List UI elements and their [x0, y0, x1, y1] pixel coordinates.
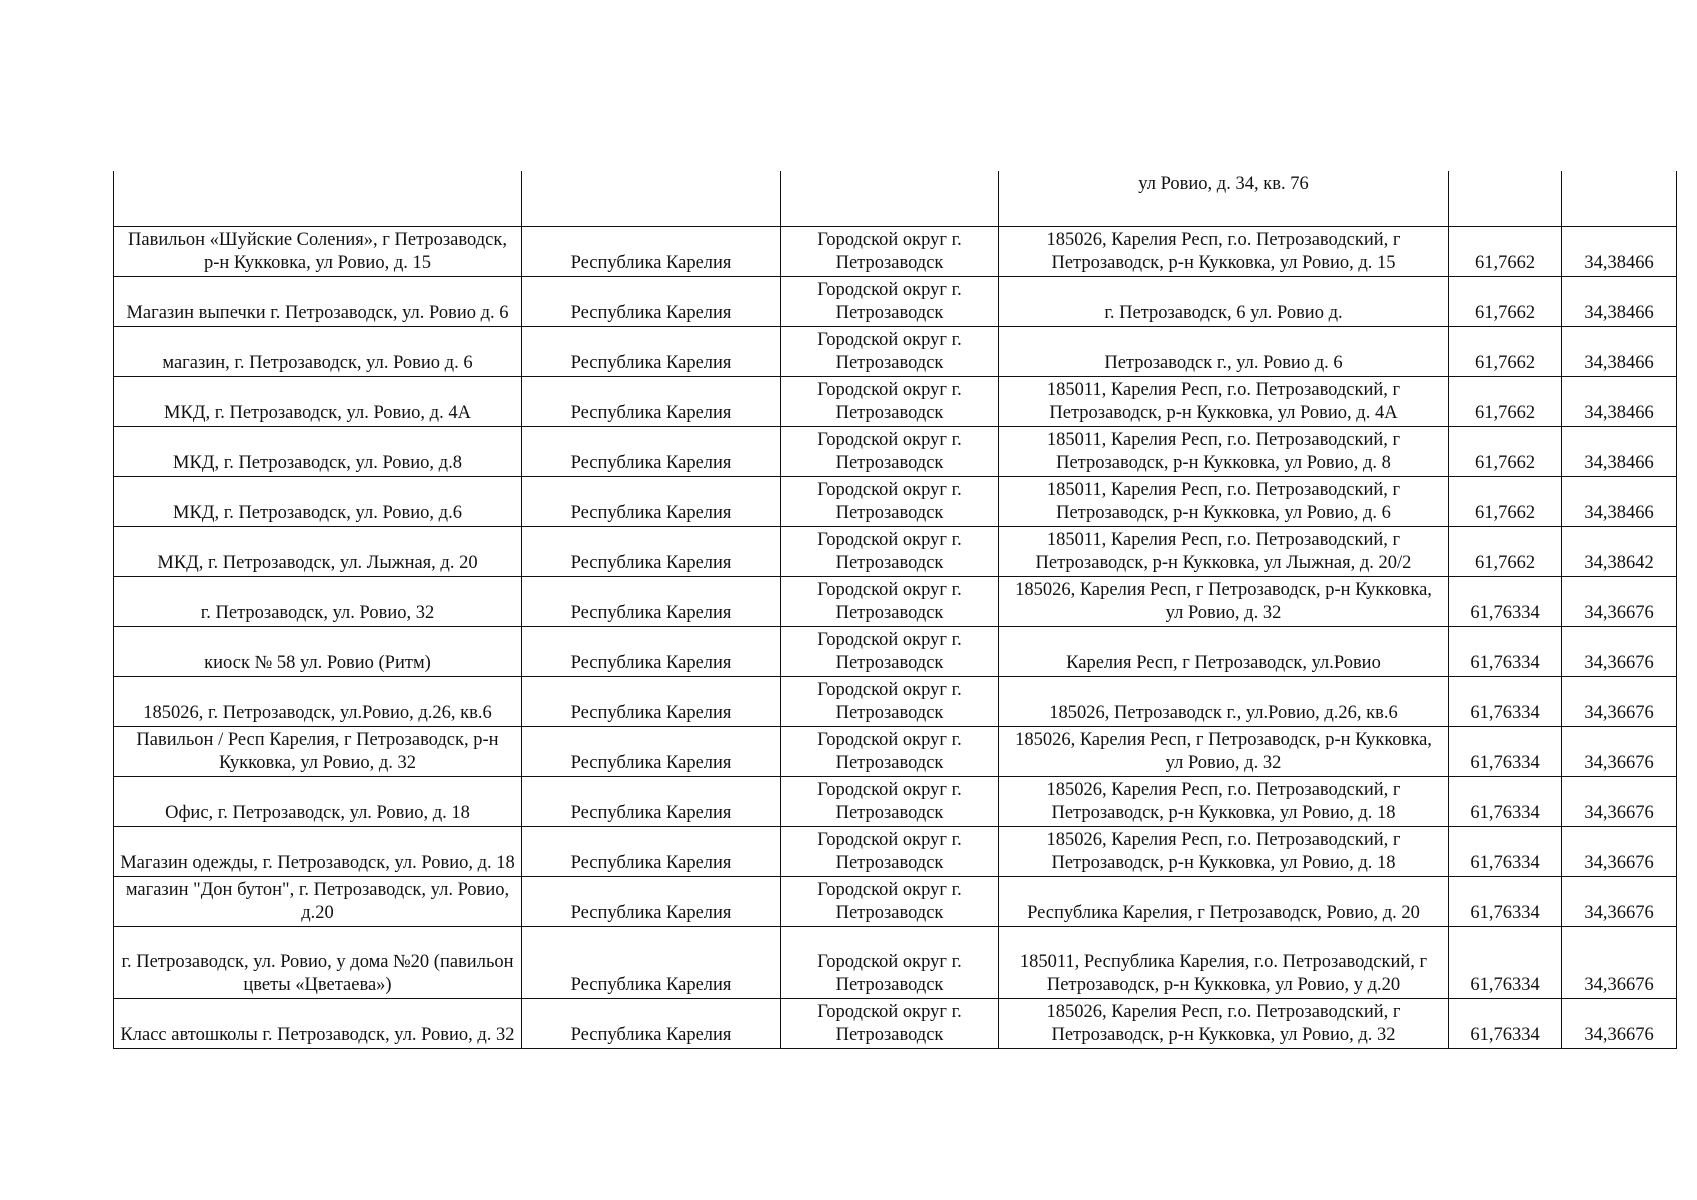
address-cell: 185026, Петрозаводск г., ул.Ровио, д.26, кв.6 — [999, 677, 1449, 727]
table-row — [114, 777, 1677, 827]
table-row — [114, 527, 1677, 577]
longitude-cell: 34,38466 — [1562, 427, 1677, 477]
municipality-cell: Городской округ г. Петрозаводск — [781, 927, 999, 999]
table-row — [114, 227, 1677, 277]
object-name-cell — [114, 171, 522, 227]
longitude-cell: 34,36676 — [1562, 827, 1677, 877]
region-cell: Республика Карелия — [522, 377, 781, 427]
latitude-cell: 61,76334 — [1449, 577, 1562, 627]
table-row — [114, 577, 1677, 627]
longitude-cell: 34,38466 — [1562, 277, 1677, 327]
latitude-cell: 61,7662 — [1449, 527, 1562, 577]
longitude-cell: 34,36676 — [1562, 727, 1677, 777]
region-cell: Республика Карелия — [522, 727, 781, 777]
table-row — [114, 827, 1677, 877]
region-cell: Республика Карелия — [522, 277, 781, 327]
municipality-cell: Городской округ г. Петрозаводск — [781, 677, 999, 727]
longitude-cell: 34,36676 — [1562, 577, 1677, 627]
longitude-cell: 34,38642 — [1562, 527, 1677, 577]
latitude-cell: 61,7662 — [1449, 327, 1562, 377]
object-name-cell: 185026, г. Петрозаводск, ул.Ровио, д.26, кв.6 — [114, 677, 522, 727]
object-name-cell: Магазин выпечки г. Петрозаводск, ул. Ровио д. 6 — [114, 277, 522, 327]
longitude-cell: 34,36676 — [1562, 777, 1677, 827]
object-name-cell: магазин, г. Петрозаводск, ул. Ровио д. 6 — [114, 327, 522, 377]
longitude-cell: 34,36676 — [1562, 999, 1677, 1049]
address-cell: Карелия Респ, г Петрозаводск, ул.Ровио — [999, 627, 1449, 677]
municipality-cell: Городской округ г. Петрозаводск — [781, 999, 999, 1049]
address-cell: ул Ровио, д. 34, кв. 76 — [999, 171, 1449, 227]
latitude-cell: 61,7662 — [1449, 377, 1562, 427]
longitude-cell: 34,36676 — [1562, 627, 1677, 677]
address-cell: 185026, Карелия Респ, г Петрозаводск, р-н Кукковка, ул Ровио, д. 32 — [999, 727, 1449, 777]
address-table — [113, 171, 1677, 1049]
municipality-cell: Городской округ г. Петрозаводск — [781, 627, 999, 677]
latitude-cell: 61,76334 — [1449, 677, 1562, 727]
region-cell: Республика Карелия — [522, 827, 781, 877]
object-name-cell: г. Петрозаводск, ул. Ровио, у дома №20 (павильон цветы «Цветаева») — [114, 927, 522, 999]
region-cell — [522, 171, 781, 227]
object-name-cell: Павильон / Респ Карелия, г Петрозаводск, р-н Кукковка, ул Ровио, д. 32 — [114, 727, 522, 777]
latitude-cell: 61,76334 — [1449, 627, 1562, 677]
table-row — [114, 677, 1677, 727]
address-cell: 185011, Карелия Респ, г.о. Петрозаводский, г Петрозаводск, р-н Кукковка, ул Ровио, д. 4А — [999, 377, 1449, 427]
object-name-cell: г. Петрозаводск, ул. Ровио, 32 — [114, 577, 522, 627]
address-cell: 185026, Карелия Респ, г Петрозаводск, р-н Кукковка, ул Ровио, д. 32 — [999, 577, 1449, 627]
table-row — [114, 877, 1677, 927]
table-row — [114, 999, 1677, 1049]
address-cell: Республика Карелия, г Петрозаводск, Ровио, д. 20 — [999, 877, 1449, 927]
object-name-cell: МКД, г. Петрозаводск, ул. Ровио, д.6 — [114, 477, 522, 527]
latitude-cell — [1449, 171, 1562, 227]
latitude-cell: 61,7662 — [1449, 427, 1562, 477]
region-cell: Республика Карелия — [522, 427, 781, 477]
object-name-cell: Павильон «Шуйские Соления», г Петрозаводск, р-н Кукковка, ул Ровио, д. 15 — [114, 227, 522, 277]
municipality-cell: Городской округ г. Петрозаводск — [781, 777, 999, 827]
region-cell: Республика Карелия — [522, 927, 781, 999]
latitude-cell: 61,7662 — [1449, 477, 1562, 527]
table-row — [114, 327, 1677, 377]
municipality-cell: Городской округ г. Петрозаводск — [781, 377, 999, 427]
municipality-cell: Городской округ г. Петрозаводск — [781, 277, 999, 327]
latitude-cell: 61,7662 — [1449, 227, 1562, 277]
address-cell: 185011, Карелия Респ, г.о. Петрозаводский, г Петрозаводск, р-н Кукковка, ул Лыжная, д. 20/2 — [999, 527, 1449, 577]
object-name-cell: МКД, г. Петрозаводск, ул. Ровио, д. 4А — [114, 377, 522, 427]
municipality-cell: Городской округ г. Петрозаводск — [781, 477, 999, 527]
address-cell: 185026, Карелия Респ, г.о. Петрозаводский, г Петрозаводск, р-н Кукковка, ул Ровио, д. 15 — [999, 227, 1449, 277]
object-name-cell: магазин "Дон бутон", г. Петрозаводск, ул. Ровио, д.20 — [114, 877, 522, 927]
address-cell: 185026, Карелия Респ, г.о. Петрозаводский, г Петрозаводск, р-н Кукковка, ул Ровио, д. 32 — [999, 999, 1449, 1049]
address-cell: 185026, Карелия Респ, г.о. Петрозаводский, г Петрозаводск, р-н Кукковка, ул Ровио, д. 18 — [999, 827, 1449, 877]
region-cell: Республика Карелия — [522, 677, 781, 727]
longitude-cell: 34,38466 — [1562, 327, 1677, 377]
table-body — [114, 171, 1677, 1049]
object-name-cell: Магазин одежды, г. Петрозаводск, ул. Ровио, д. 18 — [114, 827, 522, 877]
municipality-cell: Городской округ г. Петрозаводск — [781, 877, 999, 927]
longitude-cell: 34,36676 — [1562, 677, 1677, 727]
latitude-cell: 61,76334 — [1449, 777, 1562, 827]
latitude-cell: 61,76334 — [1449, 877, 1562, 927]
address-cell: г. Петрозаводск, 6 ул. Ровио д. — [999, 277, 1449, 327]
table-row — [114, 927, 1677, 999]
longitude-cell: 34,36676 — [1562, 927, 1677, 999]
object-name-cell: МКД, г. Петрозаводск, ул. Лыжная, д. 20 — [114, 527, 522, 577]
address-cell: 185026, Карелия Респ, г.о. Петрозаводский, г Петрозаводск, р-н Кукковка, ул Ровио, д. 18 — [999, 777, 1449, 827]
address-cell: 185011, Карелия Респ, г.о. Петрозаводский, г Петрозаводск, р-н Кукковка, ул Ровио, д. 8 — [999, 427, 1449, 477]
longitude-cell: 34,38466 — [1562, 477, 1677, 527]
municipality-cell: Городской округ г. Петрозаводск — [781, 427, 999, 477]
address-cell: Петрозаводск г., ул. Ровио д. 6 — [999, 327, 1449, 377]
region-cell: Республика Карелия — [522, 877, 781, 927]
table-row — [114, 377, 1677, 427]
table-row — [114, 277, 1677, 327]
region-cell: Республика Карелия — [522, 227, 781, 277]
latitude-cell: 61,7662 — [1449, 277, 1562, 327]
latitude-cell: 61,76334 — [1449, 727, 1562, 777]
region-cell: Республика Карелия — [522, 999, 781, 1049]
table-row — [114, 477, 1677, 527]
region-cell: Республика Карелия — [522, 627, 781, 677]
address-cell: 185011, Республика Карелия, г.о. Петрозаводский, г Петрозаводск, р-н Кукковка, ул Ровио, у д.20 — [999, 927, 1449, 999]
longitude-cell — [1562, 171, 1677, 227]
longitude-cell: 34,38466 — [1562, 377, 1677, 427]
region-cell: Республика Карелия — [522, 477, 781, 527]
region-cell: Республика Карелия — [522, 527, 781, 577]
longitude-cell: 34,38466 — [1562, 227, 1677, 277]
table-row — [114, 427, 1677, 477]
longitude-cell: 34,36676 — [1562, 877, 1677, 927]
municipality-cell: Городской округ г. Петрозаводск — [781, 527, 999, 577]
municipality-cell: Городской округ г. Петрозаводск — [781, 577, 999, 627]
object-name-cell: МКД, г. Петрозаводск, ул. Ровио, д.8 — [114, 427, 522, 477]
table-row — [114, 627, 1677, 677]
region-cell: Республика Карелия — [522, 577, 781, 627]
region-cell: Республика Карелия — [522, 777, 781, 827]
latitude-cell: 61,76334 — [1449, 999, 1562, 1049]
municipality-cell — [781, 171, 999, 227]
table-row — [114, 727, 1677, 777]
municipality-cell: Городской округ г. Петрозаводск — [781, 727, 999, 777]
address-cell: 185011, Карелия Респ, г.о. Петрозаводский, г Петрозаводск, р-н Кукковка, ул Ровио, д. 6 — [999, 477, 1449, 527]
object-name-cell: Офис, г. Петрозаводск, ул. Ровио, д. 18 — [114, 777, 522, 827]
object-name-cell: Класс автошколы г. Петрозаводск, ул. Ровио, д. 32 — [114, 999, 522, 1049]
municipality-cell: Городской округ г. Петрозаводск — [781, 227, 999, 277]
latitude-cell: 61,76334 — [1449, 827, 1562, 877]
municipality-cell: Городской округ г. Петрозаводск — [781, 827, 999, 877]
municipality-cell: Городской округ г. Петрозаводск — [781, 327, 999, 377]
latitude-cell: 61,76334 — [1449, 927, 1562, 999]
table-row — [114, 171, 1677, 227]
object-name-cell: киоск № 58 ул. Ровио (Ритм) — [114, 627, 522, 677]
region-cell: Республика Карелия — [522, 327, 781, 377]
